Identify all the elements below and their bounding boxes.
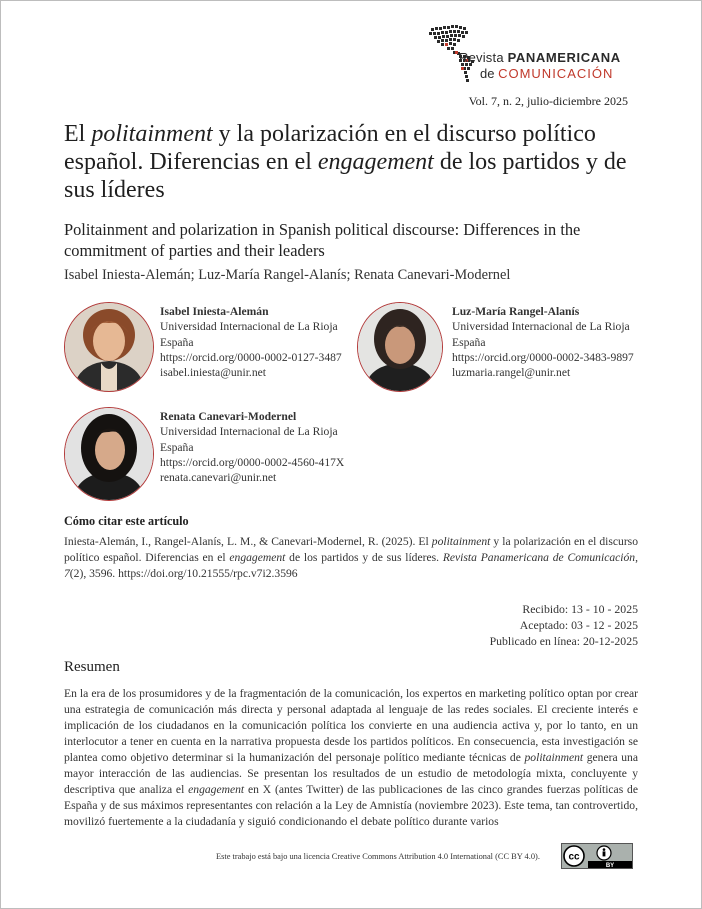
author-card-iniesta [160,304,342,380]
author-country: España [452,335,486,349]
authors-line: Isabel Iniesta-Alemán; Luz-María Rangel-Alanís; Renata Canevari-Modernel [64,267,511,283]
author-country: España [160,440,194,454]
author-photo-canevari [64,407,154,501]
cc-icon: cc [568,851,580,863]
citation-heading: Cómo citar este artículo [64,514,189,528]
date-received: Recibido: 13 - 10 - 2025 [522,602,638,616]
article-subtitle: Politainment and polarization in Spanish political discourse: Differences in the commitment of parties and their leaders [64,220,581,260]
article-title: El politainment y la polarización en el discurso político español. Diferencias en el engagement de los partidos y de sus líderes [64,121,627,203]
abstract-heading: Resumen [64,659,120,675]
author-card-rangel [452,304,634,380]
author-university: Universidad Internacional de La Rioja [160,425,338,439]
author-university: Universidad Internacional de La Rioja [452,320,630,334]
author-photo-iniesta [64,302,154,392]
by-label: BY [605,863,615,868]
author-country: España [160,335,194,349]
license-text: Este trabajo está bajo una licencia Creative Commons Attribution 4.0 International (CC BY 4.0). [216,852,540,861]
author-orcid-link[interactable]: https://orcid.org/0000-0002-4560-417X [160,455,345,469]
author-university: Universidad Internacional de La Rioja [160,320,338,334]
author-email-link[interactable]: luzmaria.rangel@unir.net [452,366,571,380]
author-email-link[interactable]: isabel.iniesta@unir.net [160,366,266,380]
author-name: Luz-María Rangel-Alanís [452,305,580,318]
author-orcid-link[interactable]: https://orcid.org/0000-0002-0127-3487 [160,350,342,364]
author-email-link[interactable]: renata.canevari@unir.net [160,471,277,485]
abstract-text: En la era de los prosumidores y de la fragmentación de la comunicación, los expertos en marketing político optan por crear una estrategia de comunicación más directa y personal adaptada al lenguaje de las redes sociales. El creciente interés e implicación de los ciudadanos en la comunicación política los convierte en una audiencia activa y, por lo tanto, en un interlocutor a tener en cuenta en la narrativa propuesta desde los partidos políticos. En consecuencia, esta investigación se plantea como objetivo determinar si la humanización del personaje político mediante técnicas de politainment genera una mayor interacción de las audiencias. Se presentan los resultados de un estudio de metodología mixta, concluyente y descriptiva que analiza el engagement en X (antes Twitter) de las publicaciones de las cinco grandes fuerzas políticas de España y de sus máximos representantes con relación a la Ley de Amnistía (noviembre 2023). Este tema, tan controvertido, movilizó fuertemente a la ciudadanía y siguió condicionando el debate político durante varios [64,687,638,828]
journal-name-line1: Revista PANAMERICANA [459,50,621,65]
citation-text: Iniesta-Alemán, I., Rangel-Alanís, L. M., & Canevari-Modernel, R. (2025). El politainment y la polarización en el discurso político español. Diferencias en el engagement de los partidos y de sus líderes. Revista Panamericana de Comunicación, 7(2), 3596. https://doi.org/10.21555/rpc.v7i2.3596 [64,535,638,580]
article-dates [490,601,638,649]
author-name: Isabel Iniesta-Alemán [160,305,269,318]
attribution-person-icon [603,851,606,856]
journal-name-line2: de COMUNICACIÓN [480,66,614,81]
author-card-canevari [160,409,344,485]
journal-logo [428,22,638,84]
author-name: Renata Canevari-Modernel [160,410,297,423]
date-published: Publicado en línea: 20-12-2025 [489,634,638,648]
journal-volume: Vol. 7, n. 2, julio-diciembre 2025 [468,94,628,108]
author-photo-rangel [357,302,443,392]
cc-by-license-badge[interactable] [561,843,633,869]
author-orcid-link[interactable]: https://orcid.org/0000-0002-3483-9897 [452,350,634,364]
date-accepted: Aceptado: 03 - 12 - 2025 [519,618,638,632]
